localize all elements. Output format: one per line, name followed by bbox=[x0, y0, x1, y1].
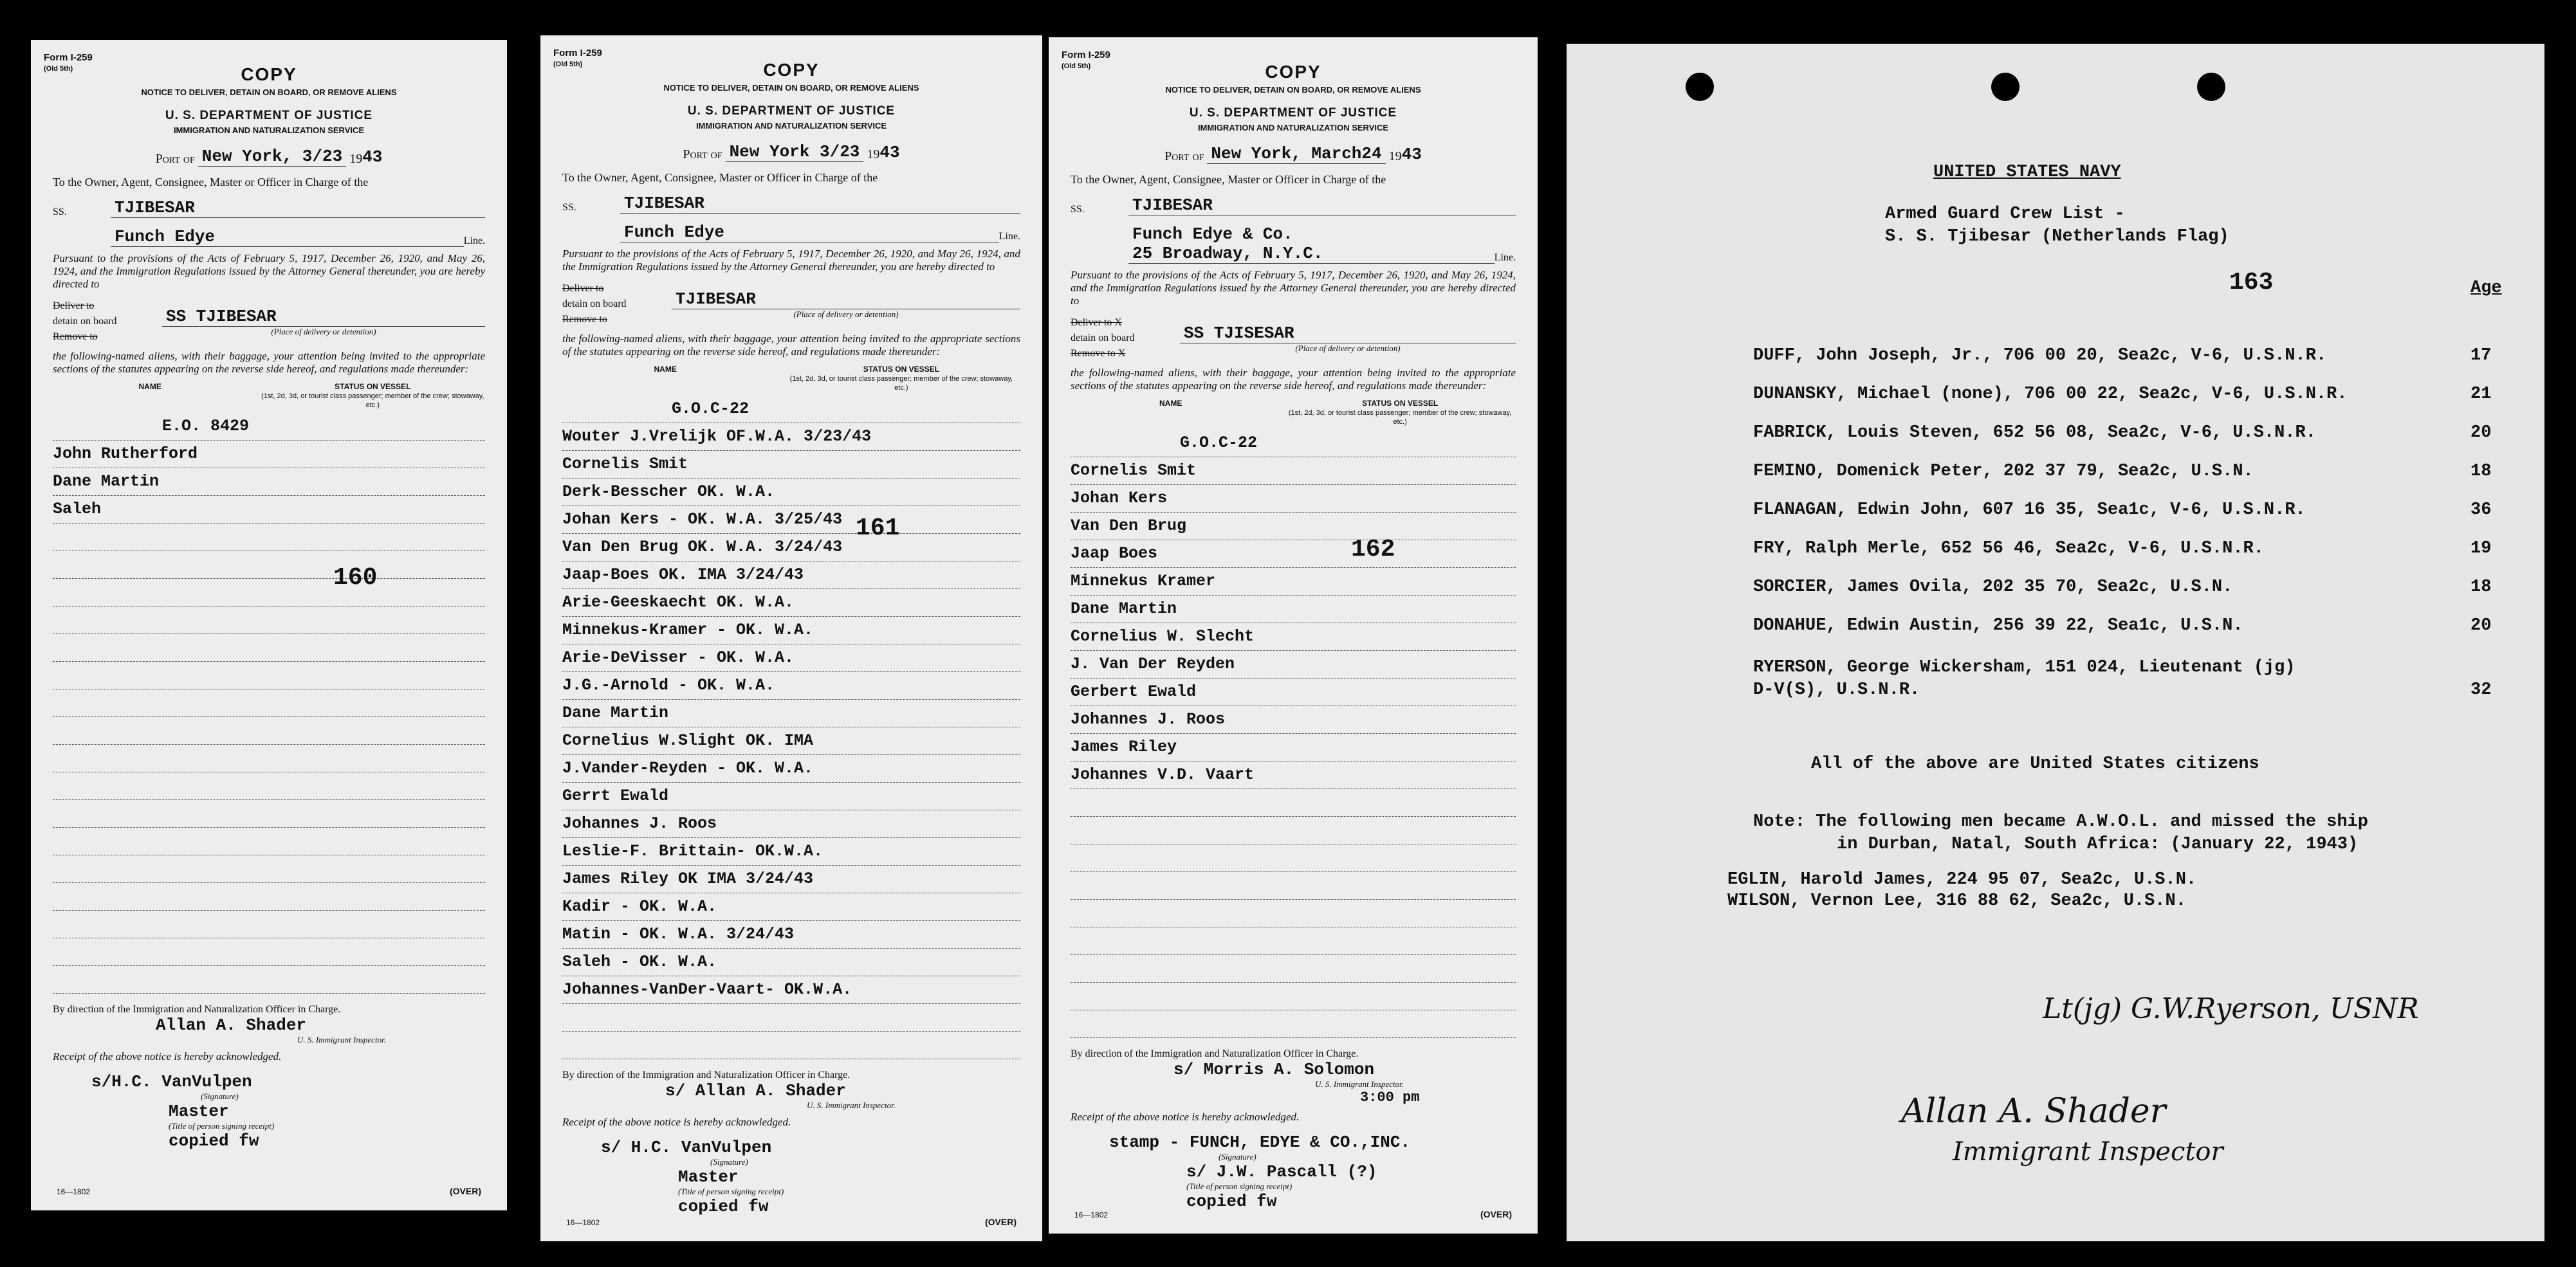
shader-title: Immigrant Inspector bbox=[1953, 1137, 2223, 1167]
copied-note: copied fw bbox=[169, 1131, 259, 1151]
port-row: Port of New York, March24 19 43 bbox=[1164, 144, 1422, 164]
alien-entry: Johannes V.D. Vaart bbox=[1071, 761, 1516, 789]
alien-entry: Dane Martin bbox=[53, 468, 485, 496]
alien-entry: Saleh - OK. W.A. bbox=[562, 949, 1020, 976]
alien-entry: J.G.-Arnold - OK. W.A. bbox=[562, 672, 1020, 700]
form-i259-3: Form I-259 (Old 5th) COPY NOTICE TO DELIVER, DETAIN ON BOARD, OR REMOVE ALIENS U. S. DEPARTMENT OF JUSTICE IMMIGRATION AND NATURALIZATION SERVICE Port of New York, March24 19 43 To the Owner, Agent, Consignee, Master or Officer in Charge of the SS. TJIBESAR Funch Edye & Co. 25 Broadway, N.Y.C. Line. Pursuant to the provisions of the Acts of February 5, 1917, December 26, 1920, and May 26, 1924, and the Immigration Regulations issued by the Attorney General thereunder, you are hereby directed to Deliver to X detain on board Remove to X SS TJISESAR (Place of delivery or detention) the following-named aliens, with their baggage, your attention being invited to the appropriate sections of the statutes appearing on the reverse side hereof, and regulations made thereunder: NAME STATUS ON VESSEL (1st, 2d, 3d, or tourist class passenger; member of the crew; stowaway, etc.) G.O.C-22 Cornelis Smit Johan Kers Van Den Brug Jaap Boes Minnekus Kramer Dane Martin Cornelius W. Slecht J. Van Der Reyden Gerbert Ewald Johannes J. Roos James Riley Johannes V.D. Vaart By direction of the Immigration and Naturalization Officer in Charge. s/ Morris A. Solomon U. S. Immigrant Inspector. 3:00 pm Receipt of the above notice is hereby acknowledged. stamp - FUNCH, EDYE & CO.,INC. (Signature) s/ J.W. Pascall (?) (Title of person signing receipt) copied fw 16—1802 (OVER) 162 bbox=[1049, 37, 1538, 1234]
port-value: New York 3/23 bbox=[726, 142, 864, 162]
crew-age: 18 bbox=[2470, 462, 2492, 481]
dept-heading: U. S. DEPARTMENT OF JUSTICE bbox=[165, 109, 373, 122]
crew-member: FABRICK, Louis Steven, 652 56 08, Sea2c, V-6, U.S.N.R. bbox=[1753, 423, 2316, 442]
document-number: 161 bbox=[856, 515, 900, 542]
aliens-list bbox=[562, 396, 1020, 1059]
form-number: Form I-259 (Old 5th) bbox=[44, 52, 93, 73]
alien-entry: Saleh bbox=[53, 496, 485, 524]
document-number: 160 bbox=[333, 564, 378, 592]
alien-entry bbox=[53, 883, 485, 911]
notice-heading: NOTICE TO DELIVER, DETAIN ON BOARD, OR REMOVE ALIENS bbox=[663, 83, 919, 93]
by-direction: By direction of the Immigration and Naturalization Officer in Charge. bbox=[562, 1070, 851, 1081]
alien-entry: Cornelius W.Slight OK. IMA bbox=[562, 727, 1020, 755]
time-stamp: 3:00 pm bbox=[1360, 1089, 1420, 1106]
copied-note: copied fw bbox=[1186, 1192, 1277, 1212]
alien-entry: Cornelis Smit bbox=[562, 451, 1020, 479]
alien-entry: G.O.C-22 bbox=[562, 396, 1020, 423]
alien-entry: J. Van Der Reyden bbox=[1071, 651, 1516, 679]
detain-place: SS TJIBESAR bbox=[162, 307, 485, 327]
officer-age: 32 bbox=[2470, 680, 2492, 700]
service-heading: IMMIGRATION AND NATURALIZATION SERVICE bbox=[173, 125, 365, 135]
awol-entry-1: EGLIN, Harold James, 224 95 07, Sea2c, U.S.N. bbox=[1727, 870, 2197, 889]
alien-entry: Wouter J.Vrelijk OF.W.A. 3/23/43 bbox=[562, 423, 1020, 451]
form-code: 16—1802 bbox=[57, 1187, 91, 1196]
alien-entry: Johan Kers - OK. W.A. 3/25/43 bbox=[562, 506, 1020, 534]
line-owner-2: 25 Broadway, N.Y.C. bbox=[1132, 244, 1323, 263]
following-text: the following-named aliens, with their baggage, your attention being invited to the appropriate sections of the statutes appearing on the reverse side hereof, and regulations made thereunder: bbox=[1071, 367, 1516, 392]
alien-entry bbox=[53, 551, 485, 579]
crew-member: FEMINO, Domenick Peter, 202 37 79, Sea2c, U.S.N. bbox=[1753, 462, 2254, 481]
over-label: (OVER) bbox=[450, 1186, 481, 1196]
alien-entry: Van Den Brug bbox=[1071, 513, 1516, 540]
line-owner: Funch Edye bbox=[115, 227, 216, 246]
officer-line-1: RYERSON, George Wickersham, 151 024, Lieutenant (jg) bbox=[1753, 658, 2295, 677]
ship-row: SS. TJIBESAR bbox=[53, 198, 485, 218]
ship-row: SS. TJIBESAR bbox=[562, 194, 1020, 214]
awol-entry-2: WILSON, Vernon Lee, 316 88 62, Sea2c, U.S.N. bbox=[1727, 891, 2186, 911]
receipt-text: Receipt of the above notice is hereby acknowledged. bbox=[53, 1050, 282, 1063]
crew-member: DONAHUE, Edwin Austin, 256 39 22, Sea1c, U.S.N. bbox=[1753, 616, 2243, 635]
alien-entry: Minnekus-Kramer - OK. W.A. bbox=[562, 617, 1020, 644]
alien-entry: James Riley bbox=[1071, 734, 1516, 761]
receipt-title: Master bbox=[678, 1167, 739, 1187]
alien-entry: Leslie-F. Brittain- OK.W.A. bbox=[562, 838, 1020, 866]
form-code: 16—1802 bbox=[1074, 1210, 1109, 1219]
officer-signature: Allan A. Shader bbox=[156, 1016, 307, 1035]
port-row: Port of New York 3/23 19 43 bbox=[683, 142, 900, 162]
alien-entry bbox=[53, 745, 485, 772]
column-headers: NAME STATUS ON VESSEL (1st, 2d, 3d, or tourist class passenger; member of the crew; stowaway, etc.) bbox=[654, 365, 1013, 392]
alien-entry: Gerbert Ewald bbox=[1071, 679, 1516, 706]
alien-entry: Johan Kers bbox=[1071, 485, 1516, 513]
pursuant-text: Pursuant to the provisions of the Acts of February 5, 1917, December 26, 1920, and May 26, 1924, and the Immigration Regulations issued by the Attorney General thereunder, you are hereby directed to bbox=[1071, 269, 1516, 307]
to-owner-text: To the Owner, Agent, Consignee, Master or Officer in Charge of the bbox=[562, 171, 878, 184]
alien-entry: Johannes J. Roos bbox=[1071, 706, 1516, 734]
alien-entry: Minnekus Kramer bbox=[1071, 568, 1516, 596]
column-headers: NAME STATUS ON VESSEL (1st, 2d, 3d, or tourist class passenger; member of the crew; stowaway, etc.) bbox=[1159, 399, 1512, 426]
alien-entry: E.O. 8429 bbox=[53, 413, 485, 441]
receipt-text: Receipt of the above notice is hereby acknowledged. bbox=[562, 1116, 791, 1129]
notice-heading: NOTICE TO DELIVER, DETAIN ON BOARD, OR REMOVE ALIENS bbox=[141, 87, 397, 97]
alien-entry bbox=[53, 828, 485, 855]
age-header: Age bbox=[2470, 278, 2502, 298]
shader-signature: Allan A. Shader bbox=[1901, 1092, 2166, 1131]
alien-entry bbox=[1071, 872, 1516, 900]
alien-entry bbox=[53, 634, 485, 662]
alien-entry bbox=[53, 689, 485, 717]
receipt-signature: s/ H.C. VanVulpen bbox=[601, 1138, 772, 1158]
alien-entry: Arie-Geeskaecht OK. W.A. bbox=[562, 589, 1020, 617]
officer-signature: s/ Morris A. Solomon bbox=[1173, 1060, 1375, 1080]
alien-entry: Derk-Besscher OK. W.A. bbox=[562, 479, 1020, 506]
dept-heading: U. S. DEPARTMENT OF JUSTICE bbox=[687, 104, 896, 118]
directive-block: Deliver to X detain on board Remove to X SS TJISESAR (Place of delivery or detention) bbox=[1071, 315, 1516, 361]
alien-entry bbox=[562, 1004, 1020, 1032]
crew-member: DUNANSKY, Michael (none), 706 00 22, Sea2c, V-6, U.S.N.R. bbox=[1753, 385, 2348, 404]
alien-entry bbox=[1071, 955, 1516, 983]
notice-heading: NOTICE TO DELIVER, DETAIN ON BOARD, OR REMOVE ALIENS bbox=[1165, 85, 1421, 95]
alien-entry: Cornelius W. Slecht bbox=[1071, 623, 1516, 651]
crew-age: 18 bbox=[2470, 578, 2492, 597]
following-text: the following-named aliens, with their baggage, your attention being invited to the appropriate sections of the statutes appearing on the reverse side hereof, and regulations made thereunder: bbox=[562, 333, 1020, 358]
crew-age: 20 bbox=[2470, 616, 2492, 635]
awol-note-2: in Durban, Natal, South Africa: (January 22, 1943) bbox=[1837, 835, 2359, 854]
punch-hole bbox=[1991, 73, 2019, 101]
alien-entry bbox=[53, 579, 485, 606]
line-row: Funch Edye Line. bbox=[53, 227, 485, 247]
alien-entry bbox=[562, 1032, 1020, 1059]
detain-place: TJIBESAR bbox=[672, 289, 1020, 309]
line-owner: Funch Edye bbox=[624, 223, 725, 242]
receipt-title: s/ J.W. Pascall (?) bbox=[1186, 1162, 1377, 1182]
crew-member: SORCIER, James Ovila, 202 35 70, Sea2c, U.S.N. bbox=[1753, 578, 2233, 597]
alien-entry bbox=[53, 662, 485, 689]
receipt-title: Master bbox=[169, 1102, 229, 1122]
form-number: Form I-259 (Old 5th) bbox=[553, 48, 602, 68]
ship-row: SS. TJIBESAR bbox=[1071, 196, 1516, 215]
alien-entry bbox=[53, 524, 485, 551]
alien-entry: Cornelis Smit bbox=[1071, 457, 1516, 485]
crew-age: 20 bbox=[2470, 423, 2492, 442]
alien-entry bbox=[53, 800, 485, 828]
crew-age: 21 bbox=[2470, 385, 2492, 404]
citizens-statement: All of the above are United States citizens bbox=[1811, 754, 2259, 774]
navy-subtitle-2: S. S. Tjibesar (Netherlands Flag) bbox=[1885, 227, 2229, 246]
alien-entry bbox=[53, 717, 485, 745]
form-code: 16—1802 bbox=[566, 1218, 600, 1227]
form-i259-2: Form I-259 (Old 5th) COPY NOTICE TO DELIVER, DETAIN ON BOARD, OR REMOVE ALIENS U. S. DEPARTMENT OF JUSTICE IMMIGRATION AND NATURALIZATION SERVICE Port of New York 3/23 19 43 To the Owner, Agent, Consignee, Master or Officer in Charge of the SS. TJIBESAR Funch Edye Line. Pursuant to the provisions of the Acts of February 5, 1917, December 26, 1920, and May 26, 1924, and the Immigration Regulations issued by the Attorney General thereunder, you are hereby directed to Deliver to detain on board Remove to TJIBESAR (Place of delivery or detention) the following-named aliens, with their baggage, your attention being invited to the appropriate sections of the statutes appearing on the reverse side hereof, and regulations made thereunder: NAME STATUS ON VESSEL (1st, 2d, 3d, or tourist class passenger; member of the crew; stowaway, etc.) G.O.C-22 Wouter J.Vrelijk OF.W.A. 3/23/43 Cornelis Smit Derk-Besscher OK. W.A. Johan Kers - OK. W.A. 3/25/43 Van Den Brug OK. W.A. 3/24/43 Jaap-Boes OK. IMA 3/24/43 Arie-Geeskaecht OK. W.A. Minnekus-Kramer - OK. W.A. Arie-DeVisser - OK. W.A. J.G.-Arnold - OK. W.A. Dane Martin Cornelius W.Slight OK. IMA J.Vander-Reyden - OK. W.A. Gerrt Ewald Johannes J. Roos Leslie-F. Brittain- OK.W.A. James Riley OK IMA 3/24/43 Kadir - OK. W.A. Matin - OK. W.A. 3/24/43 Saleh - OK. W.A. Johannes-VanDer-Vaart- OK.W.A. By direction of the Immigration and Naturalization Officer in Charge. s/ Allan A. Shader U. S. Immigrant Inspector. Receipt of the above notice is hereby acknowledged. s/ H.C. VanVulpen (Signature) Master (Title of person signing receipt) copied fw 16—1802 (OVER) 161 bbox=[540, 35, 1042, 1241]
alien-entry bbox=[53, 938, 485, 966]
column-headers: NAME STATUS ON VESSEL (1st, 2d, 3d, or tourist class passenger; member of the crew; stowaway, etc.) bbox=[138, 382, 484, 410]
alien-entry bbox=[53, 772, 485, 800]
alien-entry: Jaap-Boes OK. IMA 3/24/43 bbox=[562, 561, 1020, 589]
alien-entry bbox=[1071, 983, 1516, 1010]
ship-name: TJIBESAR bbox=[1128, 196, 1516, 215]
form-i259-1: Form I-259 (Old 5th) COPY NOTICE TO DELIVER, DETAIN ON BOARD, OR REMOVE ALIENS U. S. DEPARTMENT OF JUSTICE IMMIGRATION AND NATURALIZATION SERVICE Port of New York, 3/23 19 43 To the Owner, Agent, Consignee, Master or Officer in Charge of the SS. TJIBESAR Funch Edye Line. Pursuant to the provisions of the Acts of February 5, 1917, December 26, 1920, and May 26, 1924, and the Immigration Regulations issued by the Attorney General thereunder, you are hereby directed to Deliver to detain on board Remove to SS TJIBESAR (Place of delivery or detention) the following-named aliens, with their baggage, your attention being invited to the appropriate sections of the statutes appearing on the reverse side hereof, and regulations made thereunder: NAME STATUS ON VESSEL (1st, 2d, 3d, or tourist class passenger; member of the crew; stowaway, etc.) E.O. 8429 John Rutherford Dane Martin Saleh By direction of the Immigration and Naturalization Officer in Charge. Allan A. Shader U. S. Immigrant Inspector. Receipt of the above notice is hereby acknowledged. s/H.C. VanVulpen (Signature) Master (Title of person signing receipt) copied fw 16—1802 (OVER) 160 bbox=[31, 40, 507, 1210]
copy-heading: COPY bbox=[241, 64, 297, 84]
alien-entry bbox=[1071, 789, 1516, 817]
navy-title: UNITED STATES NAVY bbox=[1933, 163, 2121, 182]
ship-name: TJIBESAR bbox=[111, 198, 485, 218]
line-row: Funch Edye & Co. 25 Broadway, N.Y.C. Line. bbox=[1071, 224, 1516, 264]
pursuant-text: Pursuant to the provisions of the Acts of February 5, 1917, December 26, 1920, and May 26, 1924, and the Immigration Regulations issued by the Attorney General thereunder, you are hereby directed to bbox=[53, 252, 485, 291]
alien-entry bbox=[1071, 900, 1516, 927]
crew-age: 36 bbox=[2470, 500, 2492, 520]
copy-heading: COPY bbox=[763, 60, 820, 80]
alien-entry bbox=[1071, 1010, 1516, 1038]
crew-member: DUFF, John Joseph, Jr., 706 00 20, Sea2c, V-6, U.S.N.R. bbox=[1753, 346, 2327, 365]
receipt-signature: s/H.C. VanVulpen bbox=[91, 1072, 252, 1092]
service-heading: IMMIGRATION AND NATURALIZATION SERVICE bbox=[695, 121, 887, 131]
to-owner-text: To the Owner, Agent, Consignee, Master or Officer in Charge of the bbox=[53, 176, 369, 188]
over-label: (OVER) bbox=[1480, 1209, 1512, 1219]
port-value: New York, 3/23 bbox=[198, 147, 346, 167]
document-number: 163 bbox=[2229, 269, 2274, 296]
receipt-signature: stamp - FUNCH, EDYE & CO.,INC. bbox=[1109, 1133, 1411, 1153]
following-text: the following-named aliens, with their baggage, your attention being invited to the appropriate sections of the statutes appearing on the reverse side hereof, and regulations made thereunder: bbox=[53, 350, 485, 376]
punch-hole bbox=[1686, 73, 1714, 101]
copied-note: copied fw bbox=[678, 1197, 769, 1217]
alien-entry bbox=[53, 911, 485, 938]
crew-age: 17 bbox=[2470, 346, 2492, 365]
alien-entry: Dane Martin bbox=[1071, 596, 1516, 623]
alien-entry: John Rutherford bbox=[53, 441, 485, 468]
awol-note-1: Note: The following men became A.W.O.L. and missed the ship bbox=[1753, 812, 2368, 832]
officer-signature: s/ Allan A. Shader bbox=[665, 1081, 846, 1101]
alien-entry: Gerrt Ewald bbox=[562, 783, 1020, 810]
by-direction: By direction of the Immigration and Naturalization Officer in Charge. bbox=[1071, 1048, 1359, 1060]
line-owner: Funch Edye & Co. bbox=[1132, 224, 1293, 244]
alien-entry bbox=[1071, 817, 1516, 844]
alien-entry bbox=[53, 966, 485, 994]
over-label: (OVER) bbox=[985, 1217, 1017, 1227]
alien-entry: Van Den Brug OK. W.A. 3/24/43 bbox=[562, 534, 1020, 561]
ship-name: TJIBESAR bbox=[620, 194, 1020, 214]
alien-entry: Dane Martin bbox=[562, 700, 1020, 727]
ryerson-signature: Lt(jg) G.W.Ryerson, USNR bbox=[2043, 992, 2419, 1025]
alien-entry: Johannes J. Roos bbox=[562, 810, 1020, 838]
alien-entry: James Riley OK IMA 3/24/43 bbox=[562, 866, 1020, 893]
port-row: Port of New York, 3/23 19 43 bbox=[155, 147, 383, 167]
navy-subtitle-1: Armed Guard Crew List - bbox=[1885, 205, 2125, 224]
alien-entry bbox=[53, 855, 485, 883]
alien-entry: J.Vander-Reyden - OK. W.A. bbox=[562, 755, 1020, 783]
punch-hole bbox=[2197, 73, 2225, 101]
line-row: Funch Edye Line. bbox=[562, 223, 1020, 242]
alien-entry bbox=[1071, 927, 1516, 955]
alien-entry bbox=[1071, 844, 1516, 872]
alien-entry: Jaap Boes bbox=[1071, 540, 1516, 568]
crew-member: FRY, Ralph Merle, 652 56 46, Sea2c, V-6, U.S.N.R. bbox=[1753, 539, 2264, 558]
aliens-list bbox=[1071, 430, 1516, 1038]
receipt-text: Receipt of the above notice is hereby acknowledged. bbox=[1071, 1111, 1300, 1124]
service-heading: IMMIGRATION AND NATURALIZATION SERVICE bbox=[1197, 123, 1389, 132]
navy-crew-list-page bbox=[1567, 44, 2544, 1241]
alien-entry: G.O.C-22 bbox=[1071, 430, 1516, 457]
crew-age: 19 bbox=[2470, 539, 2492, 558]
officer-line-2: D-V(S), U.S.N.R. bbox=[1753, 680, 1920, 700]
dept-heading: U. S. DEPARTMENT OF JUSTICE bbox=[1189, 106, 1397, 120]
directive-block: Deliver to detain on board Remove to TJIBESAR (Place of delivery or detention) bbox=[562, 281, 1020, 327]
alien-entry bbox=[53, 606, 485, 634]
crew-member: FLANAGAN, Edwin John, 607 16 35, Sea1c, V-6, U.S.N.R. bbox=[1753, 500, 2306, 520]
port-value: New York, March24 bbox=[1207, 144, 1385, 164]
alien-entry: Kadir - OK. W.A. bbox=[562, 893, 1020, 921]
aliens-list bbox=[53, 413, 485, 994]
by-direction: By direction of the Immigration and Naturalization Officer in Charge. bbox=[53, 1004, 341, 1016]
alien-entry: Arie-DeVisser - OK. W.A. bbox=[562, 644, 1020, 672]
copy-heading: COPY bbox=[1265, 62, 1321, 82]
directive-block: Deliver to detain on board Remove to SS TJIBESAR (Place of delivery or detention) bbox=[53, 298, 485, 345]
alien-entry: Matin - OK. W.A. 3/24/43 bbox=[562, 921, 1020, 949]
document-number: 162 bbox=[1351, 536, 1395, 563]
to-owner-text: To the Owner, Agent, Consignee, Master or Officer in Charge of the bbox=[1071, 173, 1386, 186]
pursuant-text: Pursuant to the provisions of the Acts of February 5, 1917, December 26, 1920, and May 26, 1924, and the Immigration Regulations issued by the Attorney General thereunder, you are hereby directed to bbox=[562, 248, 1020, 273]
form-number: Form I-259 (Old 5th) bbox=[1062, 50, 1110, 70]
detain-place: SS TJISESAR bbox=[1180, 324, 1516, 343]
alien-entry: Johannes-VanDer-Vaart- OK.W.A. bbox=[562, 976, 1020, 1004]
